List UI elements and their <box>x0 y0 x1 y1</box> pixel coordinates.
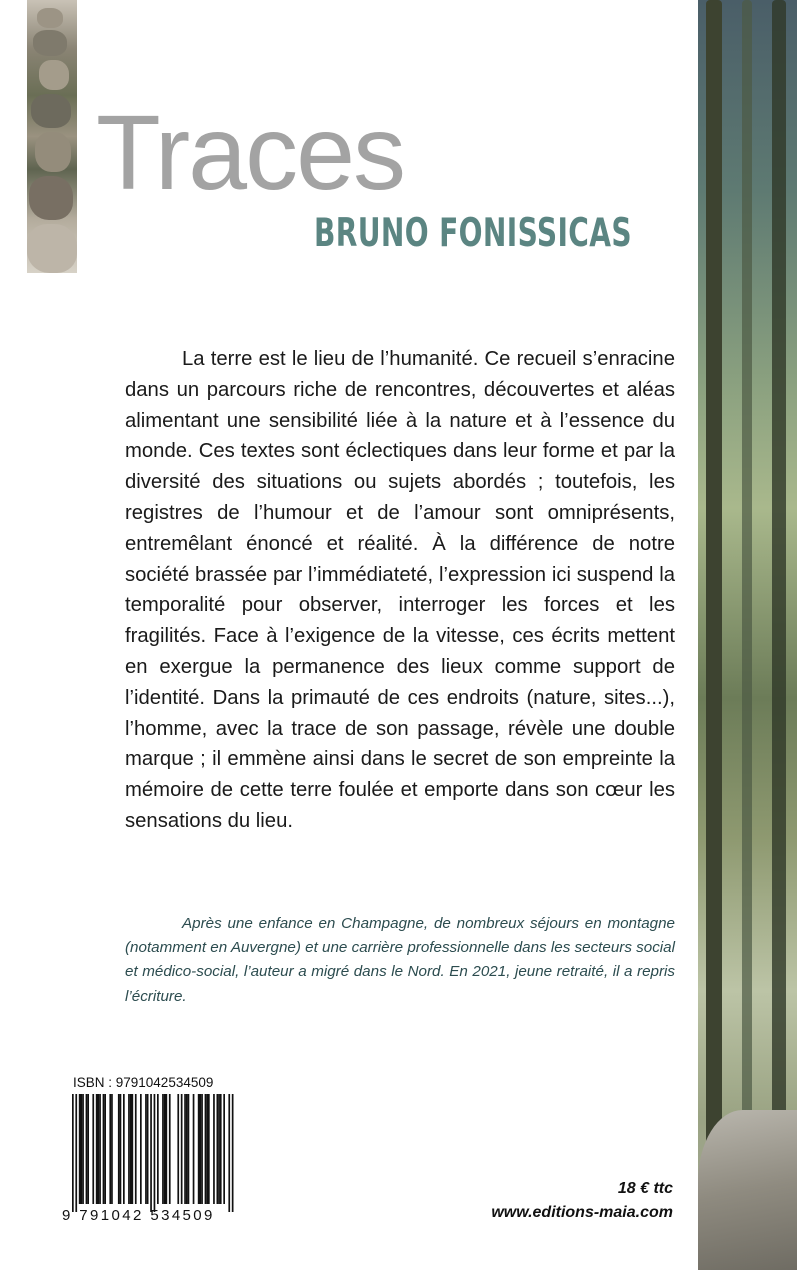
forest-photo <box>698 0 797 1270</box>
barcode-bar <box>184 1094 186 1204</box>
publisher-website: www.editions-maia.com <box>491 1204 673 1221</box>
barcode-bar <box>169 1094 171 1204</box>
barcode-bar <box>132 1094 134 1204</box>
barcode-bar <box>181 1094 183 1204</box>
barcode-bar <box>118 1094 120 1204</box>
barcode-bar <box>98 1094 100 1204</box>
author-name: BRUNO FONISSICAS <box>314 211 632 256</box>
barcode-bar <box>220 1094 222 1204</box>
barcode-bar <box>130 1094 132 1204</box>
cairn-photo <box>27 0 77 273</box>
barcode-bar <box>145 1094 147 1204</box>
author-bio: Après une enfance en Champagne, de nombreux séjours en montagne (notamment en Auvergne) et une carrière professionnelle dans les secteurs social et médico-social, l’auteur a migré dans le Nord. En 2021, jeune retraité, il a repris l’écriture. <box>125 915 675 1005</box>
barcode-bar <box>109 1094 111 1204</box>
barcode-bar <box>75 1094 77 1212</box>
barcode-bar <box>205 1094 207 1204</box>
barcode-bar <box>79 1094 81 1204</box>
barcode-bar <box>188 1094 190 1204</box>
barcode-bar <box>103 1094 105 1204</box>
isbn-label: ISBN : 9791042534509 <box>73 1075 214 1090</box>
barcode-bar <box>86 1094 88 1204</box>
barcode-bar <box>217 1094 219 1204</box>
barcode-bar <box>150 1094 152 1212</box>
barcode-bar <box>96 1094 98 1204</box>
barcode-bar <box>193 1094 195 1204</box>
barcode-bar <box>177 1094 179 1204</box>
rock <box>698 1110 797 1270</box>
barcode-bar <box>92 1094 94 1204</box>
barcode-bar <box>223 1094 225 1204</box>
barcode-bar <box>162 1094 164 1204</box>
book-summary: La terre est le lieu de l’humanité. Ce recueil s’enracine dans un parcours riche de rencontres, découvertes et aléas alimentant une sensibilité liée à la nature et à l’essence du monde. Ces textes sont éclectiques dans leur forme et par la diversité des situations ou sujets abordés ; toutefois, les registres de l’humour et de l’amour sont omniprésents, entremêlant énoncé et réalité. À la différence de notre société brassée par l’immédiateté, l’expression ici suspend la temporalité pour observer, interroger les forces et les fragilités. Face à l’exigence de la vitesse, ces écrits mettent en exergue la permanence des lieux comme support de l’identité. Dans la primauté de ces endroits (nature, sites...), l’homme, avec la trace de son passage, révèle une double marque ; il emmène ainsi dans le secret de son empreinte la mémoire de cette terre foulée et emporte dans son cœur les sensations du lieu. <box>125 348 675 832</box>
book-title: Traces <box>96 94 405 212</box>
price: 18 € ttc <box>617 1180 673 1197</box>
barcode-bar <box>206 1094 208 1204</box>
barcode-bar <box>157 1094 159 1204</box>
barcode-bar <box>72 1094 74 1212</box>
barcode-bar <box>186 1094 188 1204</box>
barcode-bar <box>228 1094 230 1212</box>
barcode-bar <box>198 1094 200 1204</box>
barcode-bar <box>99 1094 101 1204</box>
barcode-bar <box>232 1094 234 1212</box>
barcode-bar <box>128 1094 130 1204</box>
barcode-digits: 9 791042 534509 <box>62 1207 215 1224</box>
barcode-bar <box>166 1094 168 1204</box>
barcode-bar <box>87 1094 89 1204</box>
barcode-bar <box>123 1094 125 1204</box>
barcode-bar <box>164 1094 166 1204</box>
barcode-bar <box>218 1094 220 1204</box>
barcode-bar <box>82 1094 84 1204</box>
barcode-bar <box>154 1094 156 1212</box>
barcode <box>62 1094 238 1224</box>
barcode-bar <box>201 1094 203 1204</box>
barcode-bar <box>200 1094 202 1204</box>
barcode-bar <box>120 1094 122 1204</box>
barcode-bar <box>81 1094 83 1204</box>
barcode-bar <box>208 1094 210 1204</box>
barcode-bar <box>140 1094 142 1204</box>
barcode-bar <box>111 1094 113 1204</box>
barcode-bar <box>104 1094 106 1204</box>
barcode-bar <box>135 1094 137 1204</box>
barcode-bar <box>213 1094 215 1204</box>
barcode-bar <box>147 1094 149 1204</box>
